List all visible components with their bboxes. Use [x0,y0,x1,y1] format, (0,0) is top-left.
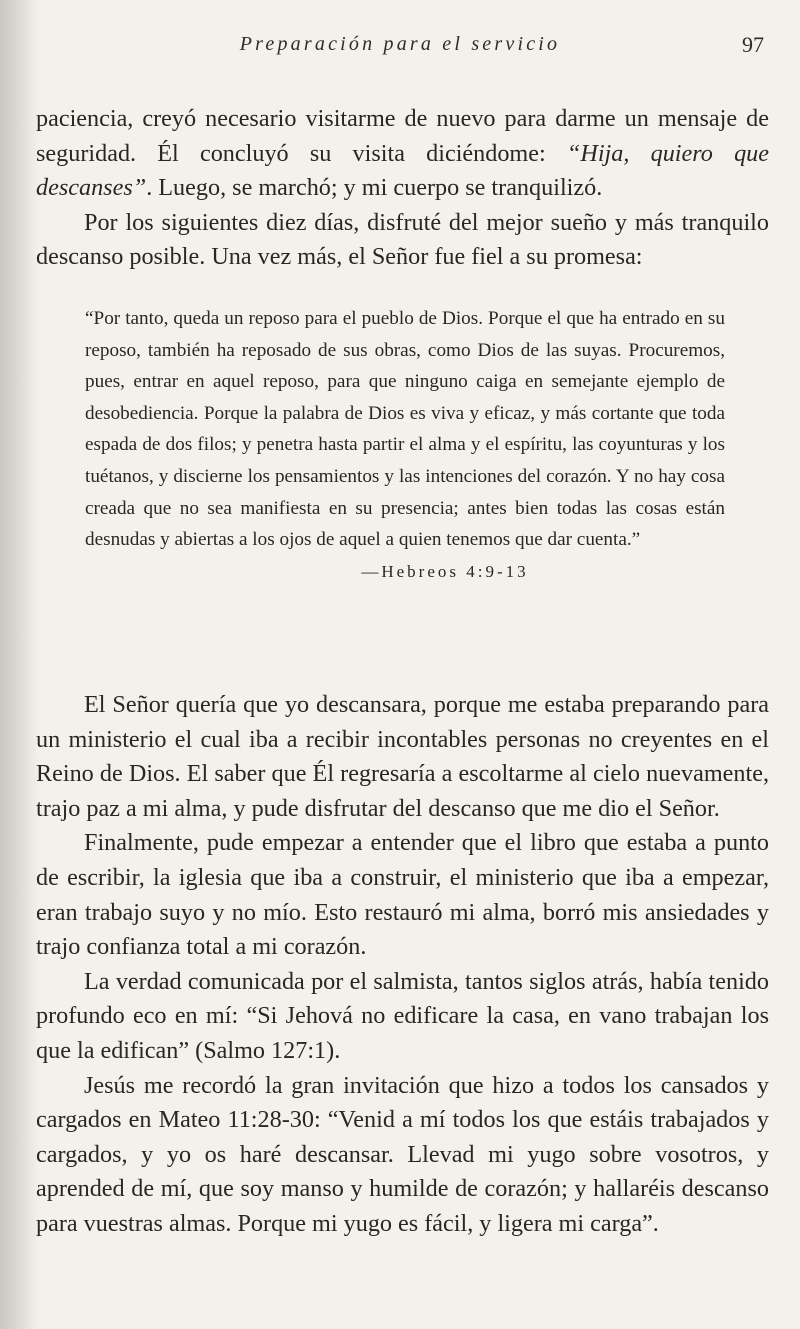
paragraph-5: La verdad comunicada por el salmista, tantos siglos atrás, había tenido profundo eco en mí: “Si Jehová no edificare la casa, en vano trabajan los que la edifican” (Salmo 127:1). [36,967,769,1064]
block-quote-citation: —Hebreos 4:9-13 [361,561,529,581]
paragraph-2: Por los siguientes diez días, disfruté del mejor sueño y más tranquilo descanso posible. Una vez más, el Señor fue fiel a su promesa: [36,208,769,271]
paragraph-1 [36,102,769,206]
running-head: Preparación para el servicio [239,33,561,55]
block-quote-text: “Por tanto, queda un reposo para el pueblo de Dios. Porque el que ha entrado en su reposo, también ha reposado de sus obras, como Dios de las suyas. Procuremos, pues, entrar en aquel reposo, para que ninguno caiga en semejante ejemplo de desobediencia. Porque la palabra de Dios es viva y eficaz, y más cortante que toda espada de dos filos; y penetra hasta partir el alma y el espíritu, las coyunturas y los tuétanos, y discierne los pensamientos y las intenciones del corazón. Y no hay cosa creada que no sea manifiesta en su presencia; antes bien todas las cosas están desnudas y abiertas a los ojos de aquel a quien tenemos que dar cuenta.” [85,308,725,551]
body-text-top [36,102,769,275]
paragraph-6: Jesús me recordó la gran invitación que hizo a todos los cansados y cargados en Mateo 11:28-30: “Venid a mí todos los que estáis trabajados y cargados, y yo os haré descansar. Llevad mi yugo sobre vosotros, y aprended de mí, que soy manso y humilde de corazón; y hallaréis descanso para vuestras almas. Porque mi yugo es fácil, y ligera mi carga”. [36,1071,769,1237]
paragraph-1-text: paciencia, creyó necesario visitarme de nuevo para darme un mensaje de seguridad. Él concluyó su visita diciéndome: [36,105,769,167]
paragraph-4: Finalmente, pude empezar a entender que el libro que estaba a punto de escribir, la iglesia que iba a construir, el ministerio que iba a empezar, eran trabajo suyo y no mío. Esto restauró mi alma, borró mis ansiedades y trajo confianza total a mi corazón. [36,829,769,961]
paragraph-1-italic-quote: “Hija, quiero que descanses” [36,139,769,202]
body-text-bottom [36,688,769,1242]
page-number: 97 [742,32,764,57]
paragraph-3: El Señor quería que yo descansara, porque me estaba preparando para un ministerio el cual iba a recibir incontables personas no creyentes en el Reino de Dios. El saber que Él regresaría a escoltarme al cielo nuevamente, trajo paz a mi alma, y pude disfrutar del descanso que me dio el Señor. [36,691,769,822]
paragraph-1-text-end: . Luego, se marchó; y mi cuerpo se tranquilizó. [146,174,603,202]
block-quote [85,303,725,587]
page-header [0,30,800,64]
page-spine-shadow [0,0,40,1329]
